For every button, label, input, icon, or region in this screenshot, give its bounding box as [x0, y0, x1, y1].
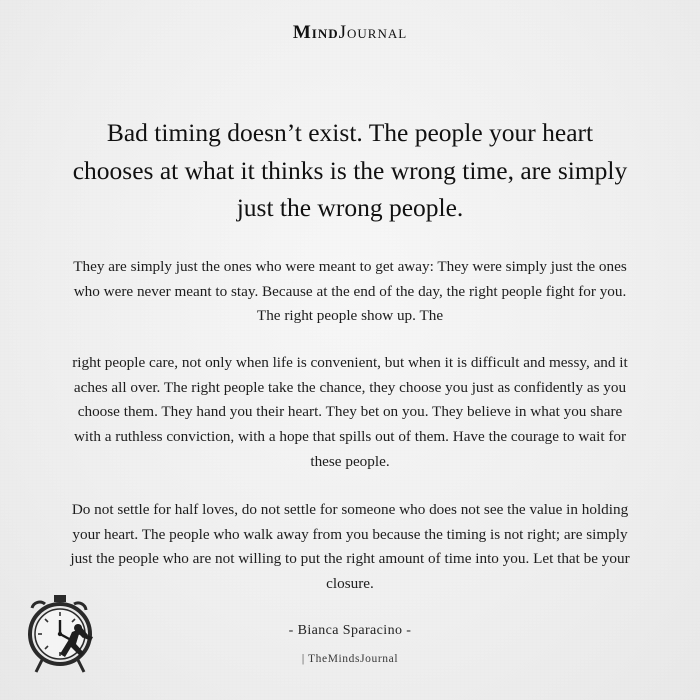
brand-logo-journal: Journal: [338, 22, 408, 43]
quote-headline: Bad timing doesn’t exist. The people your heart chooses at what it thinks is the wrong time, are simply just the wrong people.: [72, 118, 628, 223]
quote-paragraph-1: They are simply just the ones who were meant to get away: They were simply just the ones who were never meant to stay. Because at the end of the day, the right people fight for you. The right people show up. The: [73, 258, 627, 325]
running-alarm-clock-icon: [8, 582, 124, 692]
site-credit: | TheMindsJournal: [301, 652, 399, 665]
quote-paragraph-3: Do not settle for half loves, do not settle for someone who does not see the value in holding your heart. The people who walk away from you because the timing is not right; are simply just the people who are not willing to put the right amount of time into you. Let that be your closure.: [70, 501, 630, 593]
quote-attribution: - Bianca Sparacino -: [288, 622, 412, 638]
brand-logo-mind: Mind: [292, 22, 339, 43]
quote-paragraph-2: right people care, not only when life is convenient, but when it is difficult and messy, and it aches all over. The right people take the chance, they choose you just as confidently as you choose them. They hand you their heart. They bet on you. They believe in what you share with a ruthless conviction, with a hope that spills out of them. Have the courage to wait for these people.: [72, 354, 628, 470]
brand-logo: [293, 22, 407, 44]
